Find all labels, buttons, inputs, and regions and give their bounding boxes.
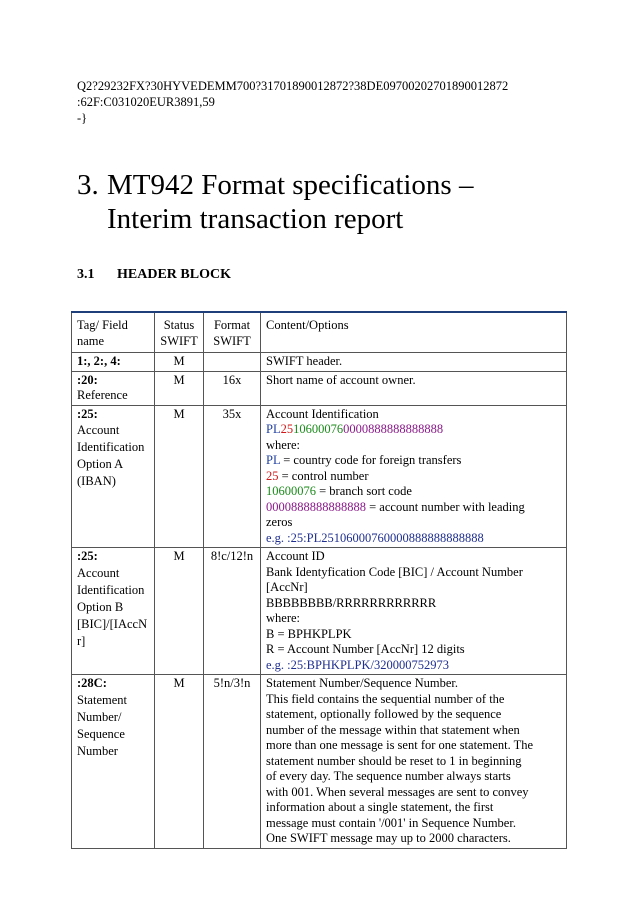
section-title-line1: MT942 Format specifications –	[107, 169, 474, 201]
table-row	[72, 371, 567, 405]
format-cell: 35x	[204, 405, 261, 548]
content-title: Account Identification	[266, 406, 379, 421]
code-lines	[77, 78, 508, 126]
content-cell: Short name of account owner.	[261, 371, 567, 405]
format-cell: 8!c/12!n	[204, 548, 261, 675]
table-row	[72, 353, 567, 372]
content-cell: Account Identification PL25106000760000888888888888 where: PL = country code for foreign transfers 25 = control number 10600076 = branch sort code 0000888888888888 = account number with leading zeros e.g. :25:PL25106000760000888888888888	[261, 405, 567, 548]
header-tag: Tag/ Field name	[72, 312, 155, 353]
content-cell: SWIFT header.	[261, 353, 567, 372]
section-title	[77, 168, 577, 236]
code-line: -}	[77, 111, 88, 125]
code-line: Q2?29232FX?30HYVEDEMM700?31701890012872?38DE09700202701890012872	[77, 79, 509, 93]
iban-value: PL25106000760000888888888888	[266, 422, 444, 436]
tag-cell: 1:, 2:, 4:	[72, 353, 155, 372]
code-line: :62F:C031020EUR3891,59	[77, 95, 215, 109]
tag-cell: :25: Account Identification Option B [BIC]/[IAccN r]	[72, 548, 155, 675]
table-row	[72, 675, 567, 849]
status-cell: M	[155, 405, 204, 548]
subsection-title: HEADER BLOCK	[117, 267, 231, 282]
status-cell: M	[155, 675, 204, 849]
section-number: 3.	[77, 169, 99, 201]
format-cell	[204, 353, 261, 372]
status-cell: M	[155, 353, 204, 372]
format-cell: 5!n/3!n	[204, 675, 261, 849]
tag-cell: :25: Account Identification Option A (IBAN)	[72, 405, 155, 548]
format-cell: 16x	[204, 371, 261, 405]
tag-cell: :28C: Statement Number/ Sequence Number	[72, 675, 155, 849]
example-text: e.g. :25:PL25106000760000888888888888	[266, 530, 484, 545]
status-cell: M	[155, 548, 204, 675]
subsection-number: 3.1	[77, 267, 95, 282]
header-format: Format SWIFT	[204, 312, 261, 353]
header-status: Status SWIFT	[155, 312, 204, 353]
table-row	[72, 405, 567, 548]
content-title: Statement Number/Sequence Number.	[266, 676, 458, 690]
subsection-heading	[77, 267, 231, 283]
status-cell: M	[155, 371, 204, 405]
content-cell: Statement Number/Sequence Number. This field contains the sequential number of the statement, optionally followed by the sequence number of the message within that statement when more than one message is sent for one statement. The statement number should be reset to 1 in beginning of every day. The sequence number always starts with 001. When several messages are sent to convey information about a single statement, the first message must contain '/001' in Sequence Number. One SWIFT message may up to 2000 characters.	[261, 675, 567, 849]
content-cell: Account ID Bank Identyfication Code [BIC] / Account Number [AccNr] BBBBBBBB/RRRRRRRRRRRR where: B = BPHKPLPK R = Account Number [AccNr] 12 digits e.g. :25:BPHKPLPK/320000752973	[261, 548, 567, 675]
table-header-row	[72, 312, 567, 353]
table-row	[72, 548, 567, 675]
tag-cell: :20: Reference	[72, 371, 155, 405]
example-text: e.g. :25:BPHKPLPK/320000752973	[266, 657, 450, 672]
header-content: Content/Options	[261, 312, 567, 353]
section-title-line2: Interim transaction report	[107, 203, 404, 235]
header-block-table	[71, 311, 567, 849]
